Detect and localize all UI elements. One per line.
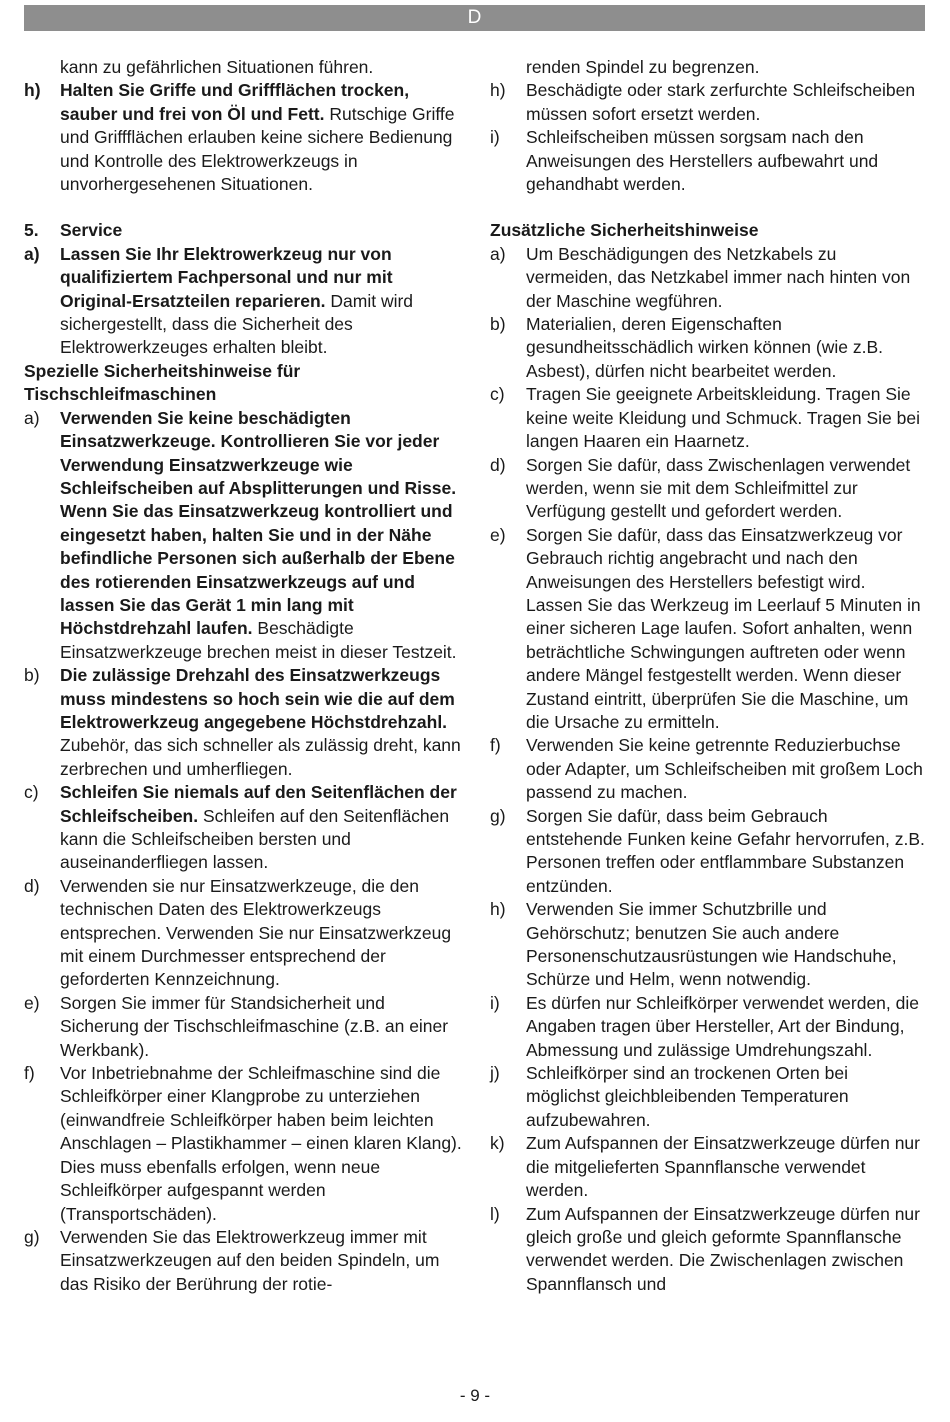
item-text: Materialien, deren Eigenschaften gesundheitsschädlich wirken können (wie z.B. Asbest), dürfen nicht bearbeitet werden. [526, 314, 883, 381]
list-item-f [490, 734, 925, 804]
right-column [490, 56, 925, 1296]
list-item-a [490, 243, 925, 313]
item-text: Verwenden Sie keine getrennte Reduzierbuchse oder Adapter, um Schleifscheiben mit großem Loch passend zu machen. [526, 735, 923, 803]
list-item-i [490, 126, 925, 196]
item-label: a) [24, 243, 40, 264]
language-header-bar [24, 5, 925, 31]
item-label: d) [24, 875, 40, 896]
item-label: i) [490, 127, 500, 148]
list-item-l [490, 1203, 925, 1297]
list-item-d [24, 875, 464, 992]
item-label: d) [490, 454, 506, 475]
item-label: c) [490, 384, 505, 405]
item-label: g) [24, 1226, 40, 1247]
item-label: l) [490, 1203, 500, 1224]
list-item-k [490, 1132, 925, 1202]
list-item-a [24, 407, 464, 664]
list-item-d [490, 454, 925, 524]
item-label: b) [490, 314, 506, 335]
list-item-g [24, 1226, 464, 1296]
item-label: f) [490, 735, 501, 756]
item-text: Verwenden Sie immer Schutzbrille und Gehörschutz; benutzen Sie auch andere Personenschutzausrüstungen wie Handschuhe, Schürze und Helm, wenn notwendig. [526, 899, 897, 990]
continuation-text: renden Spindel zu begrenzen. [526, 57, 760, 77]
list-item-h [490, 79, 925, 126]
language-label: D [467, 7, 482, 28]
continuation-text: kann zu gefährlichen Situationen führen. [60, 57, 374, 77]
section-heading-special: Spezielle Sicherheitshinweise für Tischschleifmaschinen [24, 360, 301, 405]
item-text: Lassen Sie Ihr Elektrowerkzeug nur von qualifiziertem Fachpersonal und nur mit Original-Ersatzteilen reparieren. Damit wird sichergestellt, dass die Sicherheit des Elektrowerkzeuges erhalten bleibt. [60, 243, 414, 358]
item-text: Beschädigte oder stark zerfurchte Schleifscheiben müssen sofort ersetzt werden. [526, 80, 916, 124]
item-text: Sorgen Sie immer für Standsicherheit und Sicherung der Tischschleifmaschine (z.B. an einer Werkbank). [60, 992, 449, 1060]
list-item-f [24, 1062, 464, 1226]
list-item-b [24, 664, 464, 781]
item-text: Verwenden Sie keine beschädigten Einsatzwerkzeuge. Kontrollieren Sie vor jeder Verwendung Einsatzwerkzeuge wie Schleifscheiben auf Absplitterungen und Risse. Wenn Sie das Einsatzwerkzeug kontrolliert und eingesetzt haben, halten Sie und in der Nähe befindliche Personen sich außerhalb der Ebene des rotierenden Einsatzwerkzeugs auf und lassen Sie das Gerät 1 min lang mit Höchstdrehzahl laufen. Beschädigte Einsatzwerkzeuge brechen meist in dieser Testzeit. [60, 407, 457, 662]
list-item-b [490, 313, 925, 383]
item-text: Zum Aufspannen der Einsatzwerkzeuge dürfen nur die mitgelieferten Spannflansche verwendet werden. [526, 1133, 920, 1201]
list-item-e [490, 524, 925, 735]
list-item-g [490, 805, 925, 899]
item-text: Die zulässige Drehzahl des Einsatzwerkzeugs muss mindestens so hoch sein wie die auf dem Elektrowerkzeug angegebene Höchstdrehzahl. Zubehör, das sich schneller als zulässig dreht, kann zerbrechen und umherfliegen. [60, 665, 461, 779]
item-label: k) [490, 1133, 505, 1154]
item-label: b) [24, 665, 40, 686]
item-text: Um Beschädigungen des Netzkabels zu vermeiden, das Netzkabel immer nach hinten von der Maschine wegführen. [526, 243, 911, 311]
left-column [24, 56, 464, 1296]
list-item-j [490, 1062, 925, 1132]
list-item-i2 [490, 992, 925, 1062]
item-label: j) [490, 1063, 500, 1084]
item-label: g) [490, 805, 506, 826]
section-heading-additional: Zusätzliche Sicherheitshinweise [490, 220, 759, 241]
item-label: e) [490, 524, 506, 545]
item-text: Halten Sie Griffe und Griffflächen trocken, sauber und frei von Öl und Fett. Rutschige Griffe und Griffflächen erlauben keine sichere Bedienung und Kontrolle des Elektrowerkzeugs in unvorhergesehenen Situationen. [60, 80, 455, 195]
item-label: e) [24, 992, 40, 1013]
item-label: h) [490, 899, 506, 920]
item-label: h) [24, 80, 41, 101]
item-text: Sorgen Sie dafür, dass Zwischenlagen verwendet werden, wenn sie mit dem Schleifmittel zur Verfügung gestellt und gefordert werden. [526, 454, 911, 522]
item-text: Sorgen Sie dafür, dass beim Gebrauch entstehende Funken keine Gefahr hervorrufen, z.B. Personen treffen oder entflammbare Substanzen entzünden. [526, 805, 925, 896]
item-text: Schleifkörper sind an trockenen Orten bei möglichst gleichbleibenden Temperaturen aufzubewahren. [526, 1063, 849, 1130]
item-text: Tragen Sie geeignete Arbeitskleidung. Tragen Sie keine weite Kleidung und Schmuck. Tragen Sie bei langen Haaren ein Haarnetz. [526, 384, 920, 452]
item-label: f) [24, 1063, 35, 1084]
page-number: - 9 - [459, 1386, 491, 1405]
list-item-h [24, 79, 464, 196]
item-label: h) [490, 80, 506, 101]
list-item-c [490, 383, 925, 453]
list-item-c [24, 781, 464, 875]
item-text: Vor Inbetriebnahme der Schleifmaschine sind die Schleifkörper einer Klangprobe zu unterziehen (einwandfreie Schleifkörper haben beim leichten Anschlagen – Plastikhammer – einen klaren Klang). Dies muss ebenfalls erfolgen, wenn neue Schleifkörper aufgespannt werden (Transportschäden). [60, 1063, 462, 1224]
item-label: a) [24, 407, 40, 428]
list-item-5a [24, 243, 464, 360]
item-text: Sorgen Sie dafür, dass das Einsatzwerkzeug vor Gebrauch richtig angebracht und nach den Anweisungen des Herstellers befestigt wird. Lassen Sie das Werkzeug im Leerlauf 5 Minuten in einer sicheren Lage laufen. Sofort anhalten, wenn beträchtliche Schwingungen auftreten oder wenn andere Mängel festgestellt werden. Wenn dieser Zustand eintritt, überprüfen Sie die Maschine, um die Ursache zu ermitteln. [526, 524, 921, 732]
item-text: Verwenden sie nur Einsatzwerkzeuge, die den technischen Daten des Elektrowerkzeugs entsprechen. Verwenden Sie nur Einsatzwerkzeug mit einem Durchmesser entsprechend der geforderten Kennzeichnung. [60, 875, 452, 990]
item-text: Es dürfen nur Schleifkörper verwendet werden, die Angaben tragen über Hersteller, Art der Bindung, Abmessung und zulässige Umdrehungszahl. [526, 992, 919, 1060]
section-title-service: 5. Service [24, 220, 123, 241]
item-text: Schleifen Sie niemals auf den Seitenflächen der Schleifscheiben. Schleifen auf den Seitenflächen kann die Schleifscheiben bersten und auseinanderfliegen lassen. [60, 782, 457, 873]
item-text: Verwenden Sie das Elektrowerkzeug immer mit Einsatzwerkzeugen auf den beiden Spindeln, um das Risiko der Berührung der rotie- [60, 1226, 440, 1294]
item-label: c) [24, 782, 39, 803]
list-item-h2 [490, 898, 925, 992]
item-label: a) [490, 243, 506, 264]
item-text: Schleifscheiben müssen sorgsam nach den Anweisungen des Herstellers aufbewahrt und gehandhabt werden. [526, 127, 879, 195]
item-label: i) [490, 992, 500, 1013]
list-item-e [24, 992, 464, 1062]
item-text: Zum Aufspannen der Einsatzwerkzeuge dürfen nur gleich große und gleich geformte Spannflansche verwendet werden. Die Zwischenlagen zwischen Spannflansch und [526, 1203, 920, 1294]
